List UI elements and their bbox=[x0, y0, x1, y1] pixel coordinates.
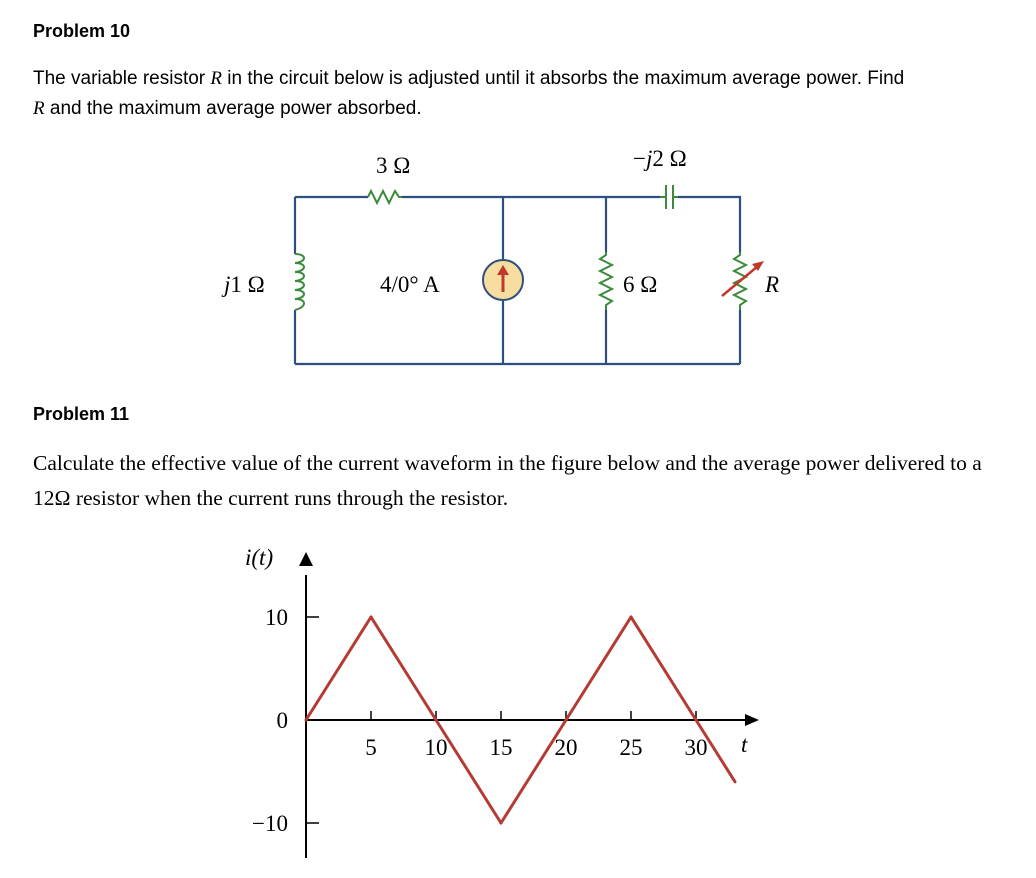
problem-11-title: Problem 11 bbox=[33, 404, 130, 424]
inductor-label-j: j bbox=[224, 272, 231, 297]
x-axis-label: t bbox=[741, 732, 748, 757]
inductor-label-value: 1 Ω bbox=[230, 272, 265, 297]
capacitor-label-value: 2 Ω bbox=[652, 146, 687, 171]
x-tick-label: 25 bbox=[619, 735, 643, 760]
problem-10-text-part-1: The variable resistor bbox=[33, 68, 211, 89]
resistor-6-ohm bbox=[600, 252, 612, 310]
x-tick-label: 20 bbox=[554, 735, 578, 760]
problem-10-text-part-2: in the circuit below is adjusted until it absorbs the maximum average power. Find bbox=[222, 68, 905, 89]
x-tick-label: 10 bbox=[424, 735, 448, 760]
y-axis-label: i(t) bbox=[245, 545, 274, 570]
capacitor-label-sign: − bbox=[633, 146, 646, 171]
resistor-3-ohm bbox=[368, 191, 402, 203]
inductor-j1-ohm bbox=[295, 254, 304, 310]
variable-resistor-label: R bbox=[765, 272, 780, 297]
problem-10-title: Problem 10 bbox=[33, 21, 131, 41]
current-source-label: 4/0° A bbox=[380, 272, 440, 297]
x-tick-label: 5 bbox=[365, 735, 377, 760]
x-tick-label: 30 bbox=[684, 735, 708, 760]
capacitor-j2-ohm bbox=[660, 185, 678, 209]
y-tick-label: 10 bbox=[265, 605, 288, 630]
waveform-segment bbox=[306, 617, 371, 720]
waveform-segment bbox=[566, 617, 631, 720]
current-source bbox=[483, 260, 523, 300]
x-axis-arrowhead bbox=[745, 714, 759, 726]
y-tick-label: 0 bbox=[276, 708, 288, 733]
waveform-segment bbox=[631, 617, 696, 720]
current-waveform-chart bbox=[245, 545, 759, 858]
variable-r: R bbox=[33, 98, 45, 119]
y-tick-label: −10 bbox=[252, 811, 288, 836]
capacitor-label bbox=[633, 146, 687, 171]
resistor-6-ohm-label: 6 Ω bbox=[623, 272, 658, 297]
waveform-segment bbox=[371, 617, 436, 720]
resistor-3-ohm-label: 3 Ω bbox=[376, 153, 411, 178]
x-tick-label: 15 bbox=[489, 735, 513, 760]
wire bbox=[678, 197, 740, 252]
inductor-label bbox=[221, 272, 265, 297]
circuit-diagram bbox=[221, 146, 779, 364]
problem-10-text-part-3: and the maximum average power absorbed. bbox=[44, 98, 422, 119]
problem-11-text: Calculate the effective value of the current waveform in the figure below and the average power delivered to a 12Ω resistor when the current runs through the resistor. bbox=[33, 451, 982, 510]
variable-r: R bbox=[210, 68, 223, 89]
y-axis-arrowhead bbox=[299, 552, 313, 566]
capacitor-label-j: j bbox=[645, 146, 653, 171]
